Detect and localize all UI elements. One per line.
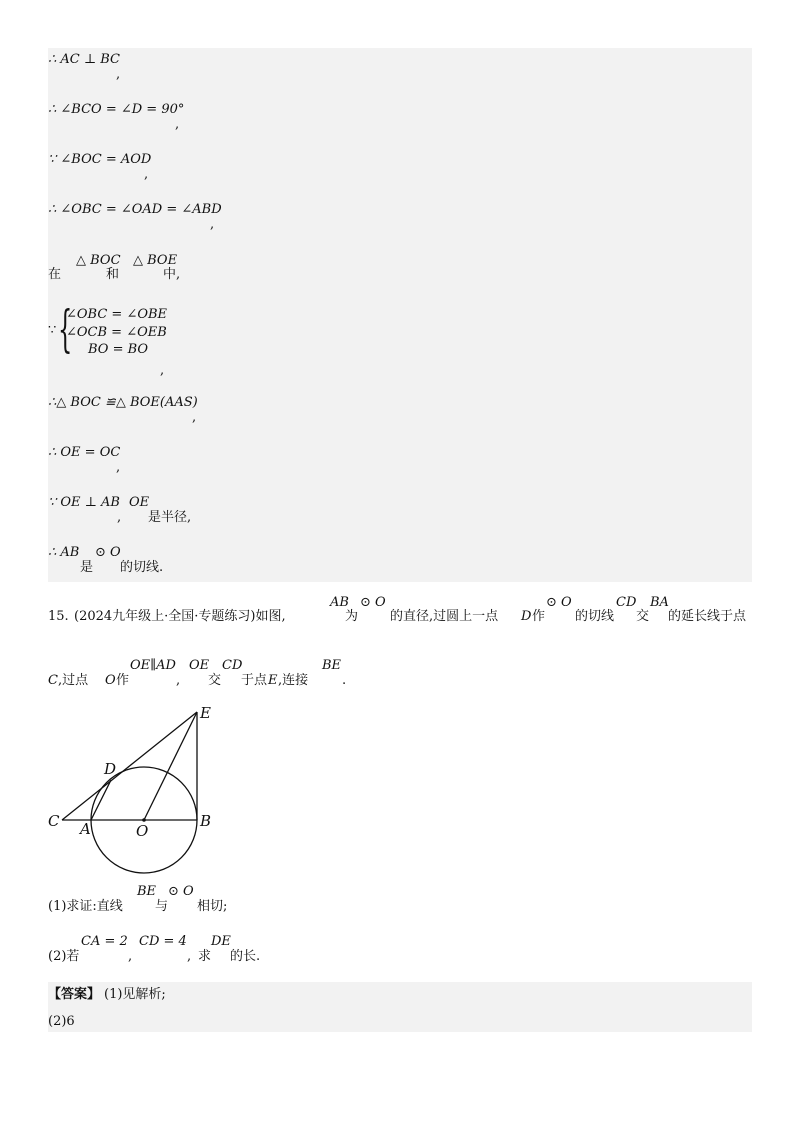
q2-qiu: 求: [198, 949, 212, 964]
problem-cd-2: CD: [222, 658, 243, 673]
problem-point-d: D: [521, 609, 532, 624]
step-2-punct: ,: [175, 117, 180, 132]
step-10-text: 的切线.: [120, 560, 164, 575]
problem-jiao-2: 交: [208, 673, 222, 688]
step-9-expression-2: OE: [129, 495, 150, 510]
step-10-expression-1: ∴ AB: [48, 545, 80, 560]
step-7-punct: ,: [192, 410, 197, 425]
system-row-1: ∠OBC = ∠OBE: [66, 307, 168, 322]
label-c: C: [48, 812, 60, 830]
problem-circle-o: ⊙ O: [360, 595, 386, 610]
problem-ba: BA: [650, 595, 669, 610]
label-b: B: [200, 812, 212, 830]
congruence-system: [48, 302, 168, 362]
problem-jiao: 交: [636, 609, 650, 624]
problem-text-4: ,过点: [58, 673, 89, 688]
step-7-expression: ∴△ BOC ≌△ BOE(AAS): [48, 395, 198, 410]
answer-part-1: (1)见解析;: [104, 987, 166, 1002]
step-1-punct: ,: [116, 67, 121, 82]
step-5-triangle-boe: △ BOE: [133, 253, 178, 268]
step-1-expression: ∴ AC ⊥ BC: [48, 52, 120, 67]
label-d: D: [104, 760, 117, 778]
problem-oe: OE: [189, 658, 210, 673]
q2-cd: CD = 4: [139, 934, 187, 949]
problem-ab: AB: [330, 595, 349, 610]
step-4-punct: ,: [210, 217, 215, 232]
q1-yu: 与: [155, 899, 169, 914]
q1-suffix: 相切;: [197, 899, 228, 914]
problem-zuo: 作: [532, 609, 546, 624]
line-ad: [91, 780, 111, 820]
because-symbol: ∵: [48, 323, 57, 338]
step-5-zai: 在: [48, 267, 62, 282]
line-oe: [144, 712, 197, 820]
step-5-triangle-boc: △ BOC: [76, 253, 121, 268]
step-10-expression-2: ⊙ O: [95, 545, 121, 560]
problem-source: (2024九年级上·全国·专题练习)如图,: [74, 609, 286, 624]
step-8-expression: ∴ OE = OC: [48, 445, 121, 460]
q2-de: DE: [211, 934, 231, 949]
step-5-zhong: 中,: [163, 267, 181, 282]
problem-text-2: 的切线: [575, 609, 615, 624]
step-3-expression: ∵ ∠BOC = AOD: [48, 152, 152, 167]
system-row-3: BO = BO: [88, 342, 149, 357]
q1-prefix: (1)求证:直线: [48, 899, 123, 914]
step-8-punct: ,: [116, 460, 121, 475]
problem-period: .: [342, 673, 347, 688]
problem-text-5: 于点: [241, 673, 268, 688]
step-4-expression: ∴ ∠OBC = ∠OAD = ∠ABD: [48, 202, 222, 217]
left-brace: {: [58, 300, 73, 358]
geometry-figure: [40, 700, 230, 880]
problem-comma: ,: [176, 673, 181, 688]
line-ce: [62, 712, 197, 820]
problem-circle-o-2: ⊙ O: [546, 595, 572, 610]
step-10-shi: 是: [80, 560, 94, 575]
label-a: A: [80, 820, 91, 838]
q2-ca: CA = 2: [81, 934, 128, 949]
q2-comma-2: ,: [187, 949, 192, 964]
problem-oe-parallel-ad: OE∥AD: [130, 658, 176, 673]
step-9-punct: ,: [117, 510, 122, 525]
step-6-punct: ,: [160, 363, 165, 378]
problem-be: BE: [322, 658, 342, 673]
label-e: E: [200, 704, 211, 722]
q2-comma-1: ,: [128, 949, 133, 964]
q1-be: BE: [137, 884, 157, 899]
problem-zuo-2: 作: [116, 673, 130, 688]
system-row-2: ∠OCB = ∠OEB: [66, 325, 167, 340]
q2-suffix: 的长.: [230, 949, 261, 964]
answer-part-2: (2)6: [48, 1014, 75, 1029]
problem-text-1: 的直径,过圆上一点: [390, 609, 499, 624]
problem-cd: CD: [616, 595, 637, 610]
q1-circle-o: ⊙ O: [168, 884, 194, 899]
step-3-punct: ,: [144, 167, 149, 182]
problem-point-c: C: [48, 673, 58, 688]
problem-wei: 为: [345, 609, 359, 624]
q2-prefix: (2)若: [48, 949, 80, 964]
step-9-expression-1: ∵ OE ⊥ AB: [48, 495, 120, 510]
step-2-expression: ∴ ∠BCO = ∠D = 90°: [48, 102, 185, 117]
problem-text-3: 的延长线于点: [668, 609, 747, 624]
problem-point-e: E: [268, 673, 278, 688]
step-9-text: 是半径,: [148, 510, 192, 525]
answer-label: 【答案】: [48, 987, 101, 1002]
step-5-he: 和: [106, 267, 120, 282]
label-o: O: [136, 822, 149, 840]
problem-point-o: O: [105, 673, 116, 688]
problem-number: 15.: [48, 609, 69, 624]
problem-text-6: ,连接: [278, 673, 309, 688]
